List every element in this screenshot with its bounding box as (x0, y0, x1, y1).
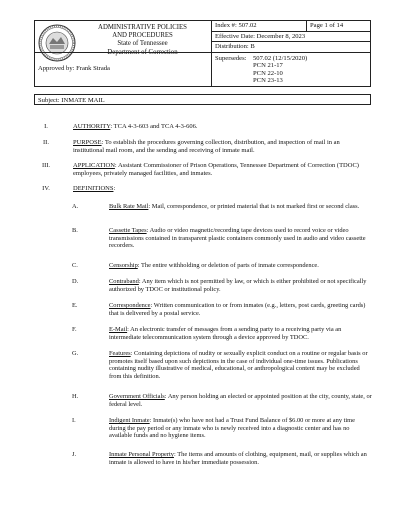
definition-term: Indigent Inmate (109, 417, 150, 424)
agency-line: AND PROCEDURES (112, 32, 173, 40)
definition-text: : Any item which is not permitted by law, or which is either prohibited or not specifically authorized by TDOC or institutional policy. (109, 278, 367, 293)
definition-text: : The items and amounts of clothing, equipment, mail, or supplies which an inmate is allowed to have in his/her immediate possession. (109, 451, 367, 466)
index-cell: Index #: 507.02 (212, 21, 307, 32)
effective-date-cell: Effective Date: December 8, 2023 (212, 31, 371, 42)
section-number: I. (44, 123, 48, 130)
definition-text: : Containing depictions of nudity or sexually explicit conduct on a routine or regular basis or promotes itself based upon such depictions in the case of individual one-time issues. Publications containing nudity illustrative of medical, educational, or anthropological content may be excluded from this definition. (109, 350, 368, 380)
agency-line: ADMINISTRATIVE POLICIES (98, 24, 187, 31)
definition-letter: I. (72, 417, 76, 424)
definition-term: E-Mail (109, 326, 128, 333)
definition-term: Contraband (109, 278, 139, 285)
definition-term: Government Officials (109, 393, 165, 400)
supersedes-label: Supersedes: (215, 54, 247, 62)
definition-text: : Audio or video magnetic/recording tape devices used to record voice or video transmissions contained in transparent plastic containers commonly used in audio and video cassette recorders. (109, 227, 366, 250)
section-text: : (113, 185, 116, 192)
definition-letter: G. (72, 350, 79, 357)
page-cell: Page 1 of 14 (307, 21, 371, 32)
definition-term: Features (109, 350, 131, 357)
definition-text: : Inmate(s) who have not had a Trust Fund Balance of $6.00 or more at any time during the pay period or any inmate who is newly received into a diagnostic center and has no available funds and no hygiene items. (109, 417, 355, 440)
definition-letter: J. (72, 451, 77, 458)
supersedes-cell (212, 52, 371, 86)
definition-text: : Any person holding an elected or appointed position at the city, county, state, or federal level. (109, 393, 372, 408)
section-text: : To establish the procedures governing collection, distribution, and inspection of mail in an institutional mail room, and the sending and receiving of inmate mail. (73, 139, 340, 154)
definition-letter: F. (72, 326, 77, 333)
approved-by-cell: Approved by: Frank Strada (35, 52, 212, 86)
section-title: APPLICATION (73, 162, 115, 169)
section-title: DEFINITIONS (73, 185, 114, 192)
definition-term: Cassette Tapes (109, 227, 147, 234)
section-title: PURPOSE (73, 139, 102, 146)
subject-line: Subject: INMATE MAIL (34, 94, 371, 105)
supersedes-line: PCN 21-17 (253, 62, 283, 69)
definition-letter: H. (72, 393, 79, 400)
distribution-cell: Distribution: B (212, 42, 371, 53)
definition-text: : Mail, correspondence, or printed material that is not marked first or second class. (148, 203, 360, 210)
definition-letter: B. (72, 227, 78, 234)
definition-term: Correspondence (109, 302, 151, 309)
definition-term: Bulk Rate Mail (109, 203, 149, 210)
section-number: III. (41, 162, 51, 169)
section-text: : TCA 4-3-603 and TCA 4-3-606. (110, 123, 198, 130)
supersedes-line: 507.02 (12/15/2020) (253, 54, 308, 62)
definition-letter: A. (72, 203, 79, 210)
section-title: AUTHORITY (73, 123, 111, 130)
agency-line: State of Tennessee (117, 40, 168, 48)
agency-line: Department of Correction (107, 48, 178, 56)
definition-term: Censorship (109, 262, 138, 269)
definition-letter: E. (72, 302, 78, 309)
section-number: IV. (42, 185, 50, 192)
header-table (34, 20, 371, 87)
definition-text: : The entire withholding or deletion of parts of inmate correspondence. (137, 262, 319, 269)
definition-text: : Written communication to or from inmates (e.g., letters, post cards, greeting cards) that is delivered by a postal service. (109, 302, 366, 317)
supersedes-line: PCN 22-10 (253, 69, 283, 77)
section-text: : Assistant Commissioner of Prison Operations, Tennessee Department of Correction (TDOC) employees, privately managed facilities, and inmates. (73, 162, 359, 177)
supersedes-line: PCN 23-13 (253, 77, 283, 84)
definition-term: Inmate Personal Property (109, 451, 174, 458)
definition-letter: D. (72, 278, 79, 285)
definition-text: : An electronic transfer of messages from a sending party to a receiving party via an intermediate telecommunication system through a device approved by TDOC. (109, 326, 342, 341)
definition-letter: C. (72, 262, 78, 269)
section-number: II. (43, 139, 49, 146)
